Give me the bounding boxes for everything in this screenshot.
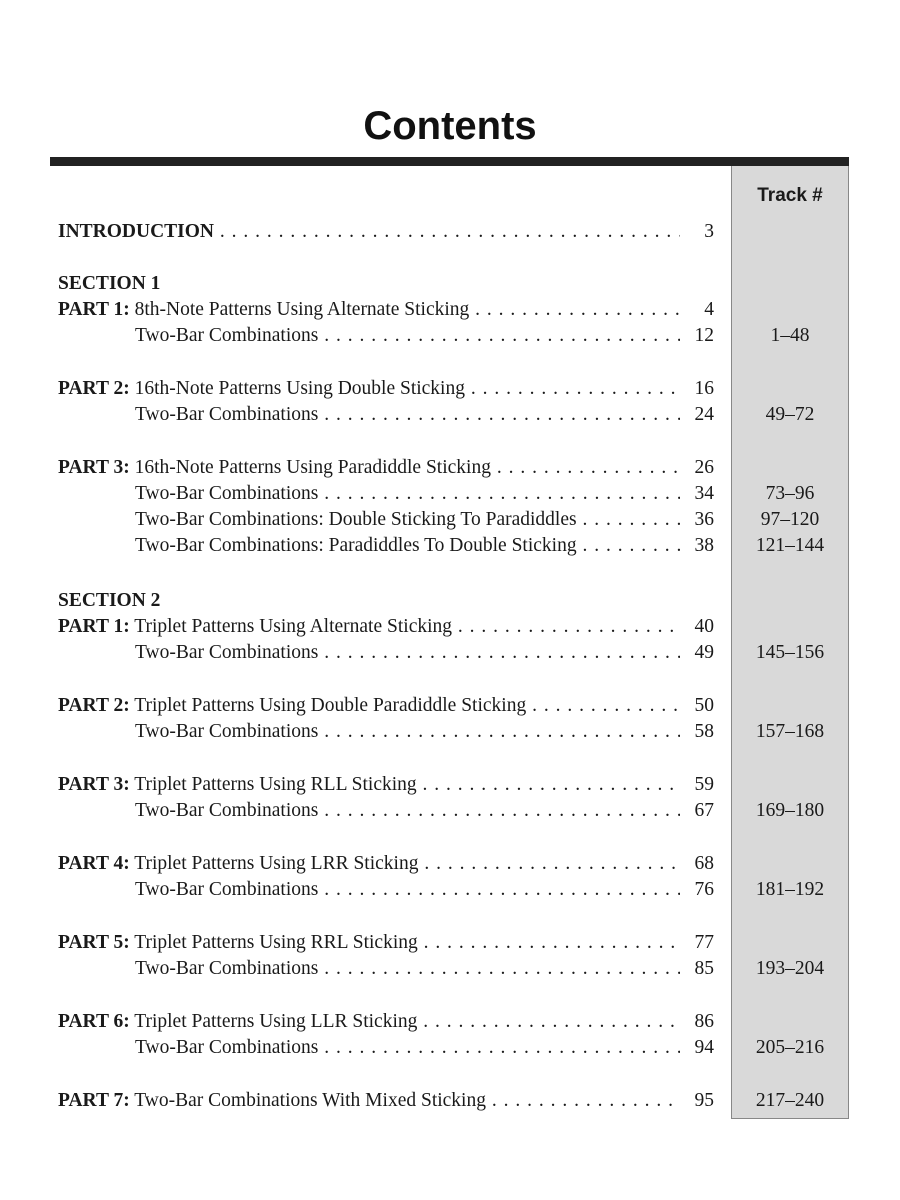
toc-subentry-s2-part4-1[interactable]: [58, 877, 849, 903]
toc-subentry-s1-part1-1[interactable]: [58, 323, 849, 349]
track-range: 181–192: [755, 879, 825, 900]
toc-entry-s2-part2[interactable]: [58, 693, 849, 719]
toc-entry-s1-part2[interactable]: [58, 376, 849, 402]
entry-title: 16th-Note Patterns Using Double Sticking: [134, 378, 465, 399]
section-2-heading: SECTION 2: [58, 590, 161, 611]
track-range: 157–168: [755, 721, 825, 742]
section-1-heading: SECTION 1: [58, 273, 161, 294]
toc-subentry-s2-part6-1[interactable]: [58, 1035, 849, 1061]
entry-title: Two-Bar Combinations: [135, 800, 319, 821]
entry-title: Two-Bar Combinations: [135, 958, 319, 979]
entry-title: Two-Bar Combinations: [135, 325, 319, 346]
part-label: PART 2:: [58, 695, 130, 716]
part-label: PART 1:: [58, 616, 130, 637]
title-rule: [50, 157, 849, 166]
entry-title: Two-Bar Combinations: [135, 1037, 319, 1058]
track-range: 145–156: [755, 642, 825, 663]
page-number: 36: [680, 507, 714, 533]
page-number: 4: [680, 297, 714, 323]
track-range: 49–72: [765, 404, 815, 425]
page-number: 34: [680, 481, 714, 507]
entry-title: Triplet Patterns Using LRR Sticking: [134, 853, 419, 874]
track-range: 97–120: [760, 509, 820, 530]
page-number: 59: [680, 772, 714, 798]
entry-title: Two-Bar Combinations: [135, 642, 319, 663]
entry-title: 8th-Note Patterns Using Alternate Sticking: [134, 299, 470, 320]
toc-entry-s2-part3[interactable]: [58, 772, 849, 798]
part-label: PART 7:: [58, 1090, 130, 1111]
toc-subentry-s1-part3-1[interactable]: [58, 481, 849, 507]
entry-title: Two-Bar Combinations: Double Sticking To Paradiddles: [135, 509, 577, 530]
toc-subentry-s1-part3-2[interactable]: [58, 507, 849, 533]
entry-title: Triplet Patterns Using RRL Sticking: [134, 932, 418, 953]
page-number: 86: [680, 1009, 714, 1035]
page-number: 38: [680, 533, 714, 559]
page-number: 95: [680, 1088, 714, 1114]
page-number: 26: [680, 455, 714, 481]
track-header: Track #: [757, 185, 823, 206]
entry-title: Two-Bar Combinations: [135, 721, 319, 742]
toc-entry-s1-part1[interactable]: [58, 297, 849, 323]
page-number: 76: [680, 877, 714, 903]
toc-entry-introduction[interactable]: [58, 219, 849, 245]
part-label: PART 3:: [58, 457, 130, 478]
entry-title: Triplet Patterns Using Alternate Sticking: [134, 616, 453, 637]
part-label: PART 1:: [58, 299, 130, 320]
page-number: 77: [680, 930, 714, 956]
entry-title: 16th-Note Patterns Using Paradiddle Sticking: [134, 457, 491, 478]
entry-title: Two-Bar Combinations With Mixed Sticking: [134, 1090, 486, 1111]
entry-title: Two-Bar Combinations: Paradiddles To Double Sticking: [135, 535, 577, 556]
page-number: 50: [680, 693, 714, 719]
track-range: 205–216: [755, 1037, 825, 1058]
entry-title: Two-Bar Combinations: [135, 404, 319, 425]
toc-entry-s2-part1[interactable]: [58, 614, 849, 640]
page-number: 94: [680, 1035, 714, 1061]
part-label: PART 5:: [58, 932, 130, 953]
entry-title: Two-Bar Combinations: [135, 483, 319, 504]
part-label: PART 3:: [58, 774, 130, 795]
page-number: 16: [680, 376, 714, 402]
toc-subentry-s2-part3-1[interactable]: [58, 798, 849, 824]
track-range: 121–144: [755, 535, 825, 556]
entry-label: INTRODUCTION: [58, 221, 215, 242]
toc-subentry-s2-part5-1[interactable]: [58, 956, 849, 982]
toc-entry-s2-part5[interactable]: [58, 930, 849, 956]
page-number: 24: [680, 402, 714, 428]
toc-entry-s2-part7[interactable]: [58, 1088, 849, 1114]
page-number: 49: [680, 640, 714, 666]
toc-entry-s2-part4[interactable]: [58, 851, 849, 877]
page-number: 68: [680, 851, 714, 877]
page-title: Contents: [363, 104, 537, 148]
track-range: 217–240: [755, 1090, 825, 1111]
page-number: 40: [680, 614, 714, 640]
entry-title: Two-Bar Combinations: [135, 879, 319, 900]
track-range: 1–48: [770, 325, 810, 346]
track-range: 169–180: [755, 800, 825, 821]
part-label: PART 6:: [58, 1011, 130, 1032]
entry-title: Triplet Patterns Using Double Paradiddle Sticking: [134, 695, 527, 716]
part-label: PART 4:: [58, 853, 130, 874]
page-number: 85: [680, 956, 714, 982]
toc-entry-s1-part3[interactable]: [58, 455, 849, 481]
toc-subentry-s1-part3-3[interactable]: [58, 533, 849, 559]
entry-title: Triplet Patterns Using RLL Sticking: [134, 774, 417, 795]
part-label: PART 2:: [58, 378, 130, 399]
page-number: 3: [680, 219, 714, 245]
track-range: 73–96: [765, 483, 815, 504]
toc-subentry-s1-part2-1[interactable]: [58, 402, 849, 428]
toc-entry-s2-part6[interactable]: [58, 1009, 849, 1035]
page-number: 12: [680, 323, 714, 349]
toc-subentry-s2-part2-1[interactable]: [58, 719, 849, 745]
page-number: 58: [680, 719, 714, 745]
page-number: 67: [680, 798, 714, 824]
track-range: 193–204: [755, 958, 825, 979]
toc-subentry-s2-part1-1[interactable]: [58, 640, 849, 666]
entry-title: Triplet Patterns Using LLR Sticking: [134, 1011, 418, 1032]
